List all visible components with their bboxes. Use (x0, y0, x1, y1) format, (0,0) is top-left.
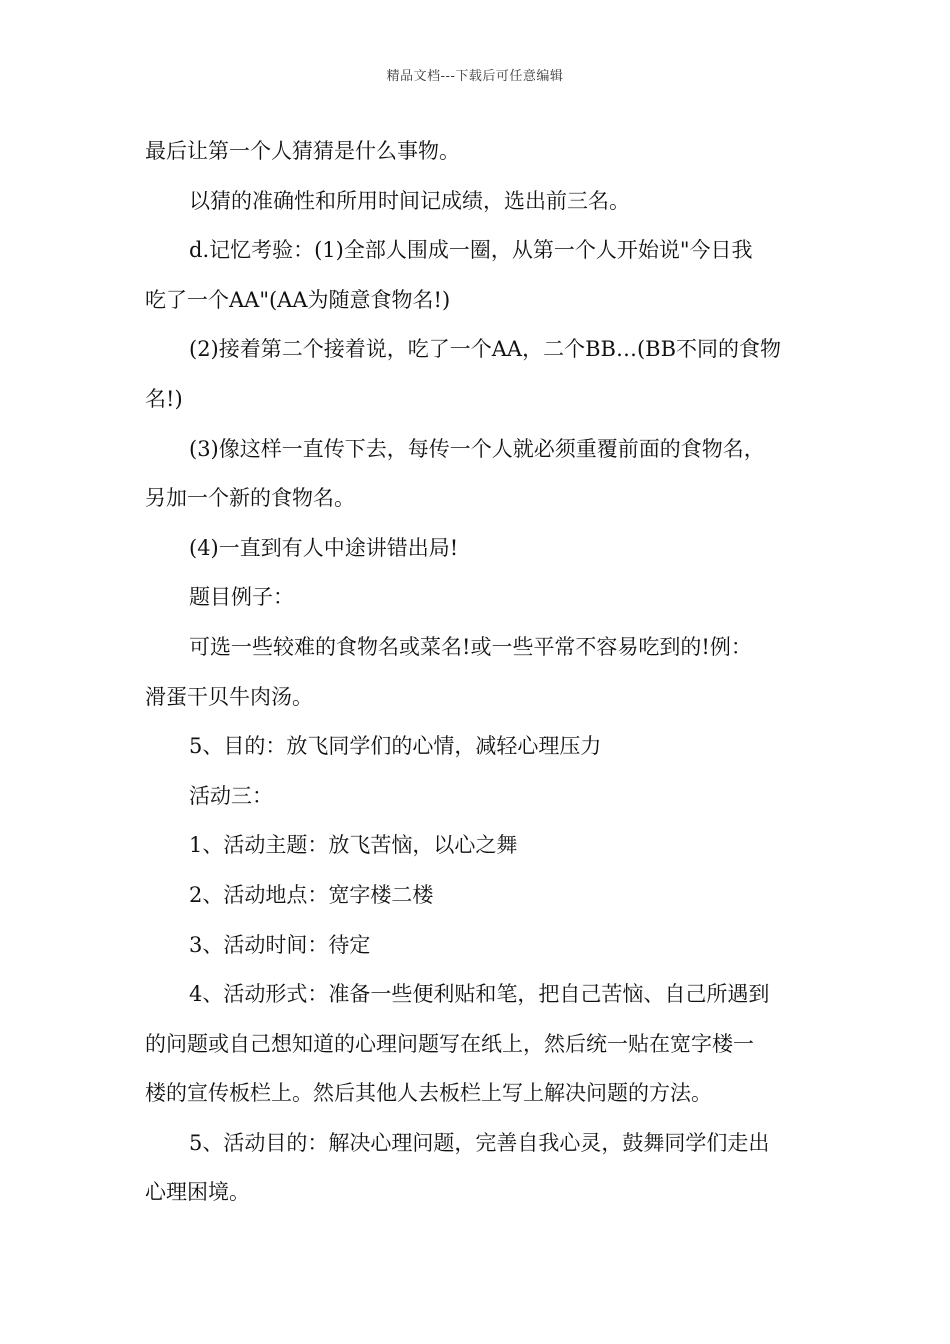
text-line: 5、活动目的：解决心理问题，完善自我心灵，鼓舞同学们走出 (189, 1130, 770, 1155)
text-line: 吃了一个AA"(AA为随意食物名!) (145, 287, 451, 312)
text-line: (2)接着第二个接着说，吃了一个AA，二个BB…(BB不同的食物 (189, 337, 781, 362)
text-line: 1、活动主题：放飞苦恼，以心之舞 (189, 833, 518, 858)
page-header: 精品文档---下载后可任意编辑 (386, 69, 564, 84)
text-line: 3、活动时间：待定 (189, 932, 371, 957)
text-line: 最后让第一个人猜猜是什么事物。 (145, 139, 460, 163)
text-line: 可选一些较难的食物名或菜名!或一些平常不容易吃到的!例： (189, 634, 752, 659)
text-line: 4、活动形式：准备一些便利贴和笔，把自己苦恼、自己所遇到 (189, 982, 770, 1007)
text-line: 另加一个新的食物名。 (145, 486, 355, 511)
text-line: 滑蛋干贝牛肉汤。 (145, 684, 313, 709)
text-line: 以猜的准确性和所用时间记成绩，选出前三名。 (189, 188, 630, 213)
text-line: 5、目的：放飞同学们的心情，减轻心理压力 (189, 734, 602, 759)
text-line: (3)像这样一直传下去，每传一个人就必须重覆前面的食物名， (189, 436, 765, 461)
text-line: 心理困境。 (145, 1180, 250, 1205)
document-body (145, 130, 807, 1221)
text-line: 楼的宣传板栏上。然后其他人去板栏上写上解决问题的方法。 (145, 1081, 712, 1106)
text-line: d.记忆考验：(1)全部人围成一圈，从第一个人开始说"今日我 (189, 238, 753, 263)
text-line: 活动三： (189, 783, 273, 808)
text-line: 2、活动地点：宽字楼二楼 (189, 882, 434, 907)
text-line: (4)一直到有人中途讲错出局! (189, 535, 459, 560)
text-line: 题目例子： (189, 585, 294, 610)
text-line: 名!) (145, 386, 183, 411)
text-line: 的问题或自己想知道的心理问题写在纸上，然后统一贴在宽字楼一 (145, 1031, 754, 1056)
